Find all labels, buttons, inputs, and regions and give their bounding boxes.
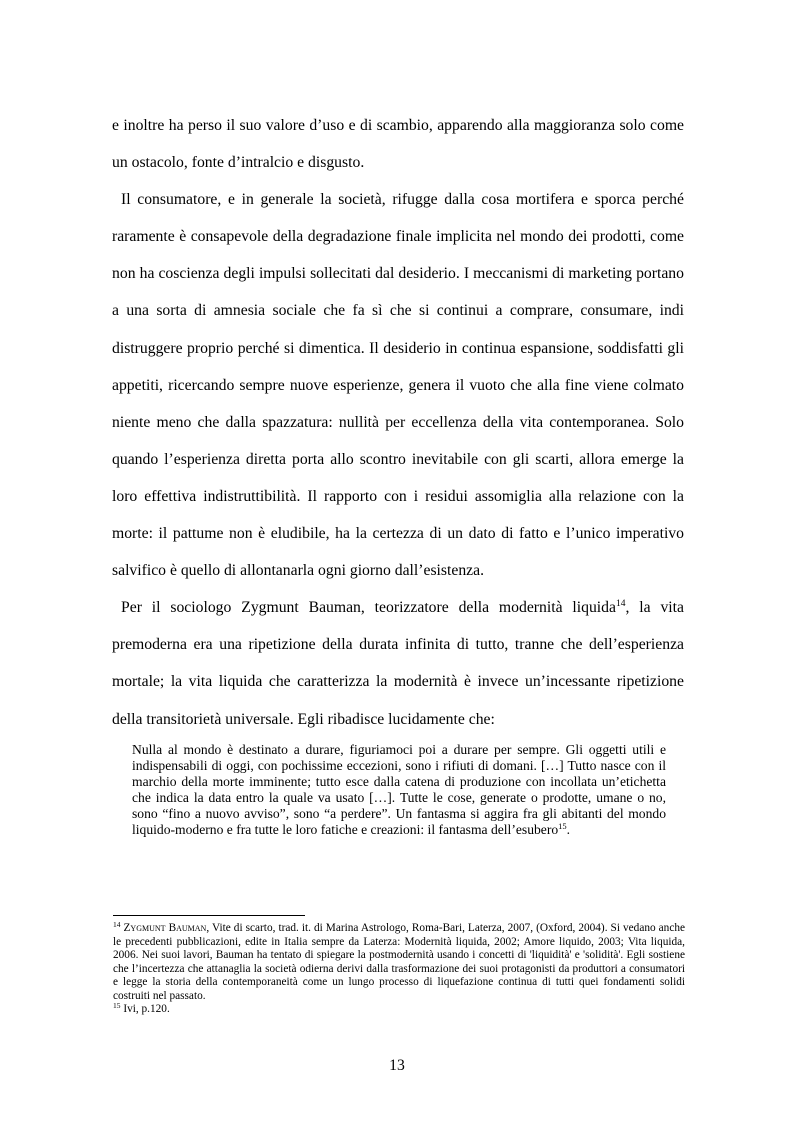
body-text <box>112 107 684 738</box>
footnote-14 <box>113 922 685 1003</box>
footnote-14-number: 14 <box>113 920 121 929</box>
footnote-14-text: , Vite di scarto, trad. it. di Marina Astrologo, Roma-Bari, Laterza, 2007, (Oxford, 2004). Si vedano anche le precedenti pubblicazioni, edite in Italia sempre da Laterza: Modernità liquida, 2002; Amore liquido, 2003; Vita liquida, 2006. Nei suoi lavori, Bauman ha tentato di spiegare la postmodernità usando i concetti di 'liquidità' e 'solidità'. Egli sostiene che l’incertezza che attanaglia la società odierna derivi dalla trasformazione dei suoi protagonisti da produttori a consumatori e legge la storia della contemporaneità come un lungo processo di liquefazione continua di tutti quei fondamenti solidi costruiti nel passato. <box>113 922 685 1002</box>
footnote-separator <box>113 915 305 916</box>
quote-text: Nulla al mondo è destinato a durare, figuriamoci poi a durare per sempre. Gli oggetti utili e indispensabili di oggi, con pochissime eccezioni, sono i rifiuti di domani. […] Tutto nasce con il marchio della morte imminente; tutto esce dalla catena di produzione con incollata un’etichetta che indica la data entro la quale va usato […]. Tutte le cose, generate o prodotte, umane o no, sono “fino a nuovo avviso”, sono “a perdere”. Un fantasma si aggira fra gli abitanti del mondo liquido-moderno e fra tutte le loro fatiche e creazioni: il fantasma dell’esubero <box>132 742 666 837</box>
quote-end: . <box>566 822 571 837</box>
paragraph-3-text-start: Per il sociologo Zygmunt Bauman, teorizzatore della modernità liquida <box>121 599 616 617</box>
paragraph-3-text-end: , la vita premoderna era una ripetizione della durata infinita di tutto, tranne che dell’esperienza mortale; la vita liquida che caratterizza la modernità è invece un’incessante ripetizione della transitorietà universale. Egli ribadisce lucidamente che: <box>112 599 684 728</box>
block-quote <box>132 742 666 838</box>
paragraph-3 <box>112 589 684 737</box>
footnote-ref-15[interactable]: 15 <box>558 821 567 831</box>
page-number: 13 <box>389 1057 405 1074</box>
footnote-15 <box>113 1003 685 1017</box>
paragraph-2: Il consumatore, e in generale la società, rifugge dalla cosa mortifera e sporca perché raramente è consapevole della degradazione finale implicita nel mondo dei prodotti, come non ha coscienza degli impulsi sollecitati dal desiderio. I meccanismi di marketing portano a una sorta di amnesia sociale che fa sì che si continui a comprare, consumare, indi distruggere proprio perché si dimentica. Il desiderio in continua espansione, soddisfatti gli appetiti, ricercando sempre nuove esperienze, genera il vuoto che alla fine viene colmato niente meno che dalla spazzatura: nullità per eccellenza della vita contemporanea. Solo quando l’esperienza diretta porta allo scontro inevitabile con gli scarti, allora emerge la loro effettiva indistruttibilità. Il rapporto con i residui assomiglia alla relazione con la morte: il pattume non è eludibile, ha la certezza di un dato di fatto e l’unico imperativo salvifico è quello di allontanarla ogni giorno dall’esistenza. <box>112 191 684 580</box>
footnote-ref-14[interactable]: 14 <box>615 599 626 610</box>
footnote-14-author: Zygmunt Bauman <box>123 922 207 934</box>
footnote-15-text: Ivi, p.120. <box>120 1003 170 1015</box>
footnotes <box>113 922 685 1017</box>
paragraph-1: e inoltre ha perso il suo valore d’uso e di scambio, apparendo alla maggioranza solo come un ostacolo, fonte d’intralcio e disgusto. <box>112 117 684 172</box>
footnote-15-number: 15 <box>113 1001 121 1010</box>
